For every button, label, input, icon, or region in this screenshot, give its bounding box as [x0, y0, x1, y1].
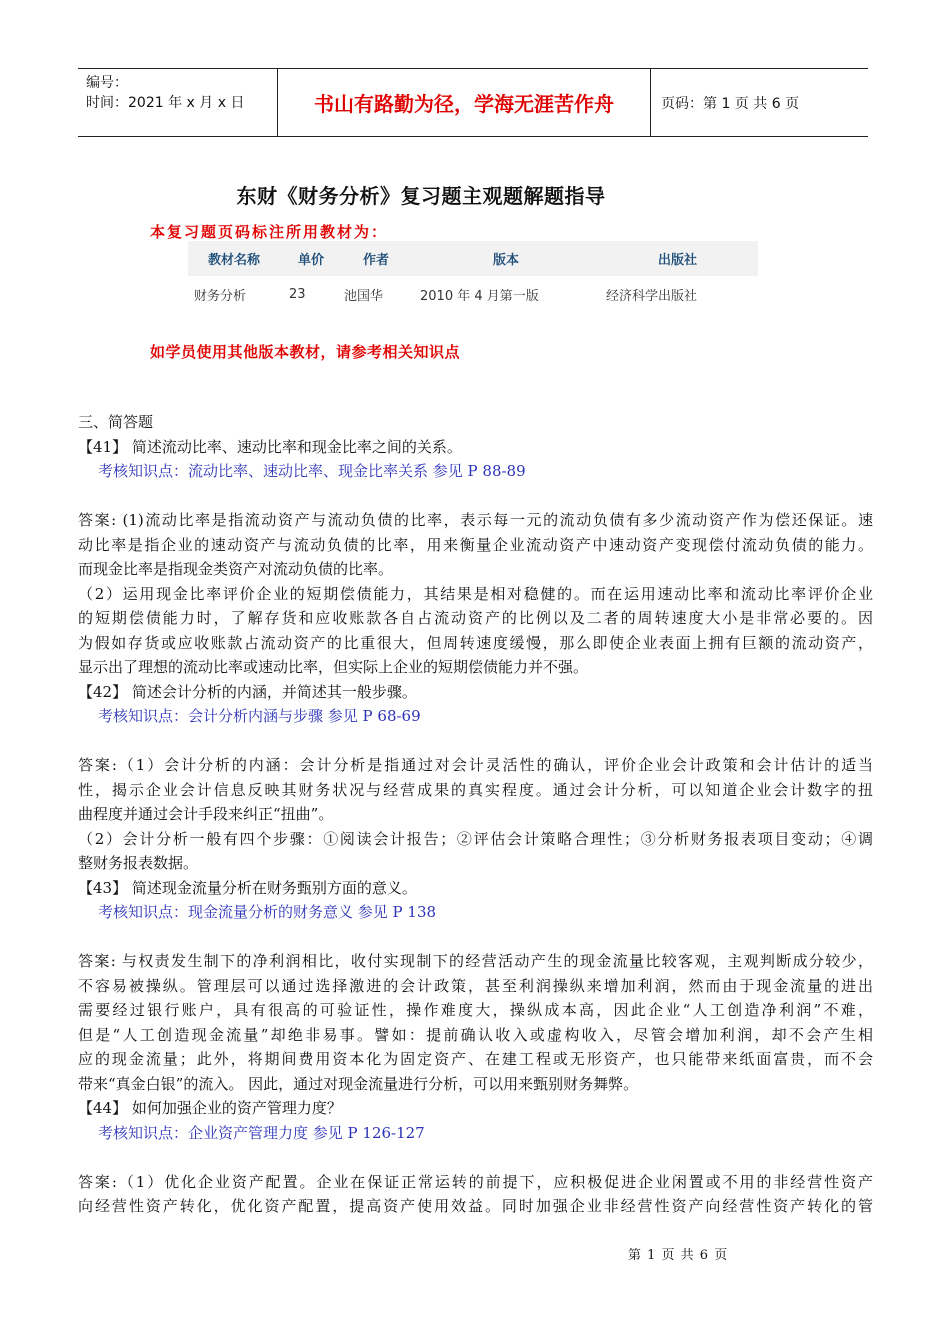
page-footer: 第 1 页 共 6 页 — [628, 1248, 729, 1263]
question-41: 【41】 简述流动比率、速动比率和现金比率之间的关系。 — [78, 437, 462, 456]
answer-41-line: 显示出了理想的流动比率或速动比率，但实际上企业的短期偿债能力并不强。 — [78, 658, 589, 676]
spacer — [78, 1145, 873, 1170]
question-44: 【44】 如何加强企业的资产管理力度？ — [78, 1099, 342, 1117]
cell-author: 池国华 — [344, 288, 384, 304]
textbook-table-row — [188, 276, 758, 312]
textbook-table-header — [188, 241, 758, 276]
header-price: 单价 — [298, 253, 325, 268]
answer-42-line: （2）会计分析一般有四个步骤：①阅读会计报告；②评估会计策略合理性；③分析财务报表项目变动；④调 — [78, 829, 873, 848]
question-section — [78, 410, 873, 1219]
answer-42-line: 整财务报表数据。 — [78, 854, 199, 872]
document-title: 东财《财务分析》复习题主观题解题指导 — [236, 184, 606, 208]
number-label: 编号： — [86, 75, 128, 91]
header-author: 作者 — [363, 253, 390, 268]
cell-price: 23 — [289, 286, 306, 302]
answer-43-line: 应的现金流量；此外，将期间费用资本化为固定资产、在建工程或无形资产，也只能带来纸面富贵，而不会 — [78, 1050, 873, 1068]
answer-43-line: 答案: 与权责发生制下的净利润相比，收付实现制下的经营活动产生的现金流量比较客观，主观判断成分较少， — [78, 952, 873, 970]
answer-42-line: 曲程度并通过会计手段来纠正“扭曲”。 — [78, 805, 334, 823]
spacer — [78, 925, 873, 950]
knowledge-point-41: 考核知识点：流动比率、速动比率、现金比率关系 参见 P 88-89 — [98, 462, 526, 480]
motto: 书山有路勤为径，学海无涯苦作舟 — [278, 69, 651, 136]
spacer — [78, 484, 873, 509]
page-label: 页码：第 1 页 共 6 页 — [661, 95, 800, 112]
knowledge-point-42: 考核知识点：会计分析内涵与步骤 参见 P 68-69 — [98, 707, 421, 725]
answer-44-line: 答案:（1）优化企业资产配置。企业在保证正常运转的前提下，应积极促进企业闲置或不用的非经营性资产 — [78, 1172, 873, 1191]
header-book-name: 教材名称 — [208, 253, 261, 268]
header-publisher: 出版社 — [658, 253, 698, 268]
answer-43-line: 不容易被操纵。管理层可以通过选择激进的会计政策，甚至利润操纵来增加利润，然而由于现金流量的进出 — [78, 976, 873, 995]
answer-44-line: 向经营性资产转化，优化资产配置，提高资产使用效益。同时加强企业非经营性资产向经营性资产转化的管 — [78, 1197, 873, 1215]
cell-edition: 2010 年 4 月第一版 — [420, 288, 539, 304]
answer-41-line: 而现金比率是指现金类资产对流动负债的比率。 — [78, 560, 394, 578]
answer-41-line: 答案: (1)流动比率是指流动资产与流动负债的比率，表示每一元的流动负债有多少流动资产作为偿还保证。速 — [78, 511, 873, 529]
question-43: 【43】 简述现金流量分析在财务甄别方面的意义。 — [78, 878, 417, 897]
knowledge-point-43: 考核知识点：现金流量分析的财务意义 参见 P 138 — [98, 903, 437, 921]
answer-43-line: 需要经过银行账户，具有很高的可验证性，操作难度大，操纵成本高，因此企业“人工创造净利润”不难， — [78, 1001, 873, 1019]
textbook-table — [188, 241, 758, 312]
cell-book-name: 财务分析 — [194, 288, 247, 304]
section-title: 三、简答题 — [78, 413, 154, 431]
textbook-note: 本复习题页码标注所用教材为： — [150, 223, 389, 241]
cell-publisher: 经济科学出版社 — [606, 288, 698, 304]
header-left-cell — [78, 69, 278, 136]
answer-41-line: 动比率是指企业的速动资产与流动负债的比率，用来衡量企业流动资产中速动资产变现偿付流动负债的能力。 — [78, 535, 873, 554]
time-label: 时间：2021 年 x 月 x 日 — [86, 95, 245, 111]
header-edition: 版本 — [493, 253, 520, 268]
answer-41-line: 的短期偿债能力时，了解存货和应收账款各自占流动资产的比例以及二者的周转速度大小是非常必要的。因 — [78, 609, 873, 627]
answer-42-line: 性，揭示企业会计信息反映其财务状况与经营成果的真实程度。通过会计分析，可以知道企业会计数字的扭 — [78, 780, 873, 799]
other-version-note: 如学员使用其他版本教材，请参考相关知识点 — [150, 343, 461, 361]
answer-43-line: 带来“真金白银”的流入。 因此，通过对现金流量进行分析，可以用来甄别财务舞弊。 — [78, 1074, 639, 1093]
header-table — [78, 68, 868, 137]
answer-41-line: 为假如存货或应收账款占流动资产的比重很大，但周转速度缓慢，那么即使企业表面上拥有巨额的流动资产， — [78, 633, 873, 652]
answer-41-line: （2）运用现金比率评价企业的短期偿债能力，其结果是相对稳健的。而在运用速动比率和流动比率评价企业 — [78, 584, 873, 603]
spacer — [78, 729, 873, 754]
answer-43-line: 但是“人工创造现金流量”却绝非易事。譬如：提前确认收入或虚构收入，尽管会增加利润，却不会产生相 — [78, 1025, 873, 1044]
question-42: 【42】 简述会计分析的内涵，并简述其一般步骤。 — [78, 682, 417, 701]
answer-42-line: 答案:（1）会计分析的内涵：会计分析是指通过对会计灵活性的确认，评价企业会计政策和会计估计的适当 — [78, 756, 873, 774]
knowledge-point-44: 考核知识点：企业资产管理力度 参见 P 126-127 — [98, 1123, 425, 1142]
